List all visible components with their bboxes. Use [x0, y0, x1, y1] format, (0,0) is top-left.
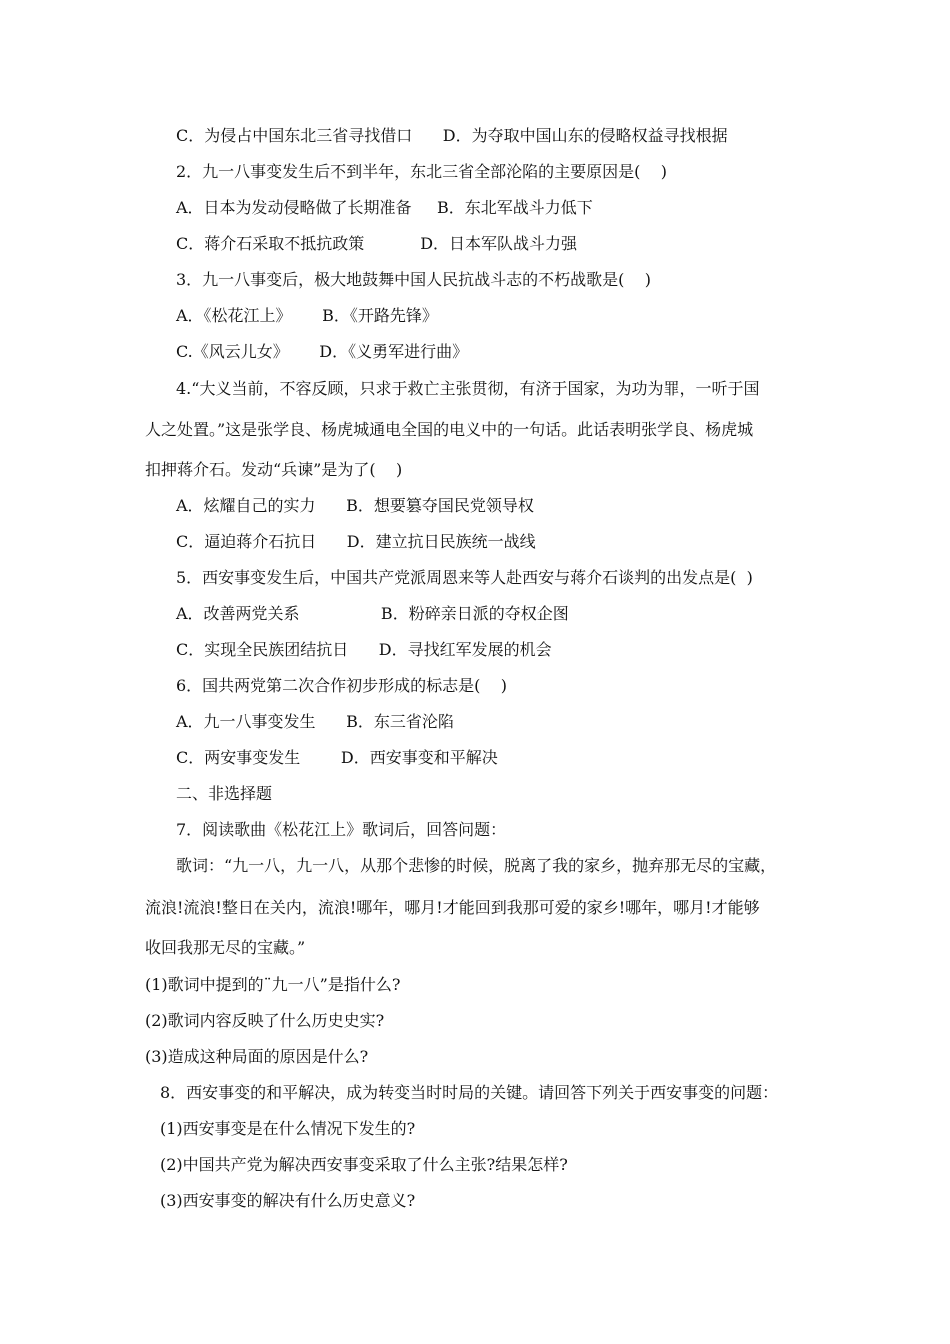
- q6-option-cd: C．两安事变发生 D．西安事变和平解决: [176, 748, 498, 767]
- q2-option-cd: C．蒋介石采取不抵抗政策 D．日本军队战斗力强: [176, 234, 578, 253]
- q8-subquestion-1: (1)西安事变是在什么情况下发生的?: [160, 1119, 416, 1138]
- q5-option-cd: C．实现全民族团结抗日 D．寻找红军发展的机会: [176, 640, 552, 659]
- section-heading: 二、非选择题: [176, 784, 273, 803]
- q7-stem: 7．阅读歌曲《松花江上》歌词后，回答问题：: [176, 820, 507, 839]
- q6-stem: 6．国共两党第二次合作初步形成的标志是( ): [176, 676, 508, 695]
- q2-stem: 2．九一八事变发生后不到半年，东北三省全部沦陷的主要原因是( ): [176, 162, 668, 181]
- q7-lyrics-line-2: 流浪!流浪!整日在关内，流浪!哪年，哪月!才能回到我那可爱的家乡!哪年，哪月!才能够: [145, 898, 760, 917]
- q7-lyrics-line-1: 歌词：“九一八，九一八，从那个悲惨的时候，脱离了我的家乡，抛弃那无尽的宝藏，: [176, 856, 777, 875]
- q5-option-ab: A．改善两党关系 B．粉碎亲日派的夺权企图: [176, 604, 569, 623]
- q4-stem-line-2: 人之处置。”这是张学良、杨虎城通电全国的电义中的一句话。此话表明张学良、杨虎城: [145, 420, 754, 439]
- q8-subquestion-2: (2)中国共产党为解决西安事变采取了什么主张?结果怎样?: [160, 1155, 568, 1174]
- q7-subquestion-1: (1)歌词中提到的¨九一八”是指什么?: [145, 975, 401, 994]
- q6-option-ab: A．九一八事变发生 B．东三省沦陷: [176, 712, 454, 731]
- q4-option-cd: C．逼迫蒋介石抗日 D．建立抗日民族统一战线: [176, 532, 536, 551]
- q7-subquestion-3: (3)造成这种局面的原因是什么?: [145, 1047, 369, 1066]
- q4-option-ab: A．炫耀自己的实力 B．想要篡夺国民党领导权: [176, 496, 534, 515]
- q5-stem: 5．西安事变发生后，中国共产党派周恩来等人赴西安与蒋介石谈判的出发点是( ): [176, 568, 753, 587]
- q3-stem: 3．九一八事变后，极大地鼓舞中国人民抗战斗志的不朽战歌是( ): [176, 270, 652, 289]
- q4-stem-line-1: 4.“大义当前，不容反顾，只求于救亡主张贯彻，有济于国家，为功为罪，一听于国: [176, 379, 760, 398]
- q8-subquestion-3: (3)西安事变的解决有什么历史意义?: [160, 1191, 416, 1210]
- q2-option-ab: A．日本为发动侵略做了长期准备 B．东北军战斗力低下: [176, 198, 593, 217]
- q1-option-cd: C．为侵占中国东北三省寻找借口 D．为夺取中国山东的侵略权益寻找根据: [176, 126, 728, 145]
- q7-lyrics-line-3: 收回我那无尽的宝藏。”: [145, 938, 306, 957]
- q4-stem-line-3: 扣押蒋介石。发动“兵谏”是为了( ): [145, 460, 403, 479]
- q8-stem: 8．西安事变的和平解决，成为转变当时时局的关键。请回答下列关于西安事变的问题：: [160, 1083, 779, 1102]
- q3-option-ab: A．《松花江上》 B．《开路先锋》: [176, 306, 438, 325]
- q3-option-cd: C.《风云儿女》 D．《义勇军进行曲》: [176, 342, 469, 361]
- q7-subquestion-2: (2)歌词内容反映了什么历史史实?: [145, 1011, 385, 1030]
